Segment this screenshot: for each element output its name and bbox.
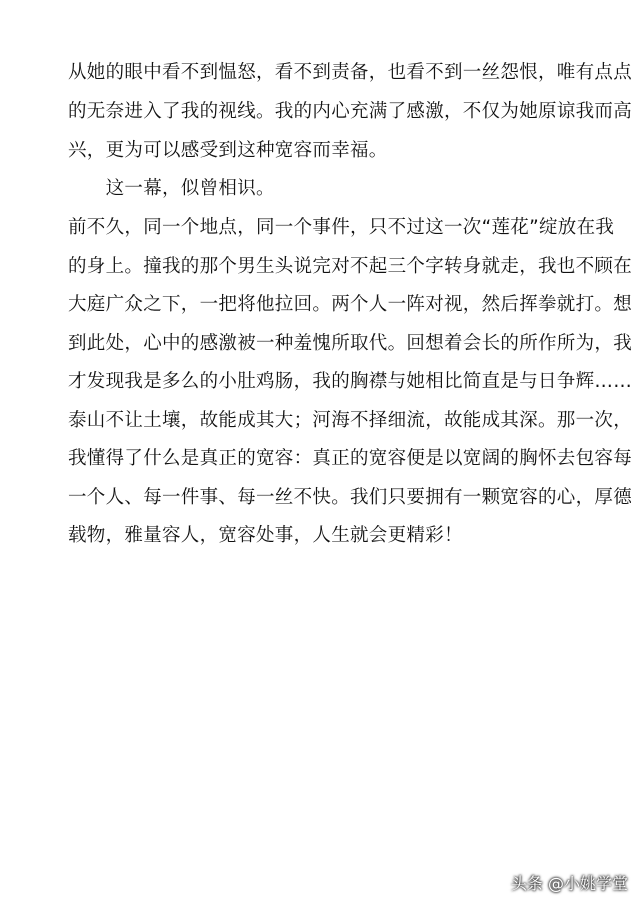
watermark: 头条 @小姚学堂 bbox=[510, 874, 628, 893]
text-line: 的无奈进入了我的视线。我的内心充满了感激，不仅为她原谅我而高 bbox=[68, 101, 633, 122]
text-line: 一个人、每一件事、每一丝不快。我们只要拥有一颗宽容的心，厚德 bbox=[68, 487, 633, 508]
text-line: 从她的眼中看不到愠怒，看不到责备，也看不到一丝怨恨，唯有点点 bbox=[68, 62, 633, 83]
text-line: 泰山不让土壤，故能成其大；河海不择细流，故能成其深。那一次， bbox=[68, 410, 633, 431]
text-line: 载物，雅量容人，宽容处事，人生就会更精彩！ bbox=[68, 525, 463, 546]
text-line: 兴，更为可以感受到这种宽容而幸福。 bbox=[68, 140, 388, 161]
text-line: 的身上。撞我的那个男生头说完对不起三个字转身就走，我也不顾在 bbox=[68, 256, 633, 277]
text-line: 到此处，心中的感激被一种羞愧所取代。回想着会长的所作所为，我 bbox=[68, 333, 633, 354]
text-line: 才发现我是多么的小肚鸡肠，我的胸襟与她相比简直是与日争辉…… bbox=[68, 371, 633, 392]
text-line: 大庭广众之下，一把将他拉回。两个人一阵对视，然后挥拳就打。想 bbox=[68, 294, 633, 315]
text-line: 前不久，同一个地点，同一个事件，只不过这一次“莲花”绽放在我 bbox=[68, 217, 615, 238]
text-line: 这一幕，似曾相识。 bbox=[68, 178, 275, 199]
text-line: 我懂得了什么是真正的宽容：真正的宽容便是以宽阔的胸怀去包容每 bbox=[68, 448, 633, 469]
